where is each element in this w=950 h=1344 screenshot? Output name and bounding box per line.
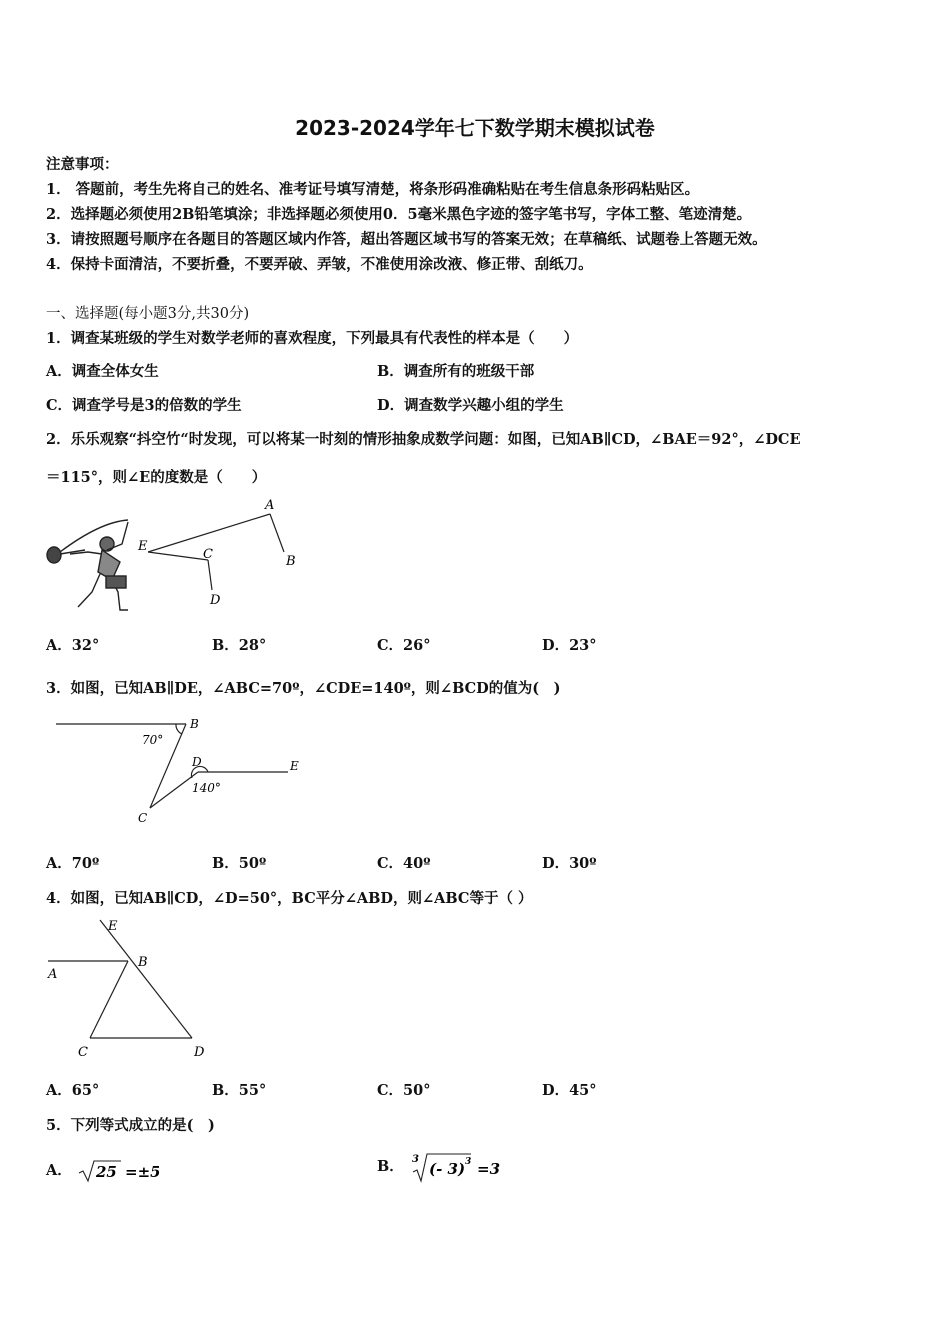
option-label: D． xyxy=(542,1082,570,1099)
q1-stem: 1．调查某班级的学生对数学老师的喜欢程度，下列最具有代表性的样本是（ ） xyxy=(46,330,579,347)
notice-item: 3．请按照题号顺序在各题目的答题区域内作答，超出答题区域书写的答案无效；在草稿纸、试题卷上答题无效。 xyxy=(46,231,767,248)
option-label: C． xyxy=(46,397,73,414)
q5-option-b[interactable] xyxy=(377,1150,519,1184)
point-label-a: A xyxy=(48,967,58,982)
q2-option-b[interactable] xyxy=(212,634,266,655)
option-label: C． xyxy=(377,855,404,872)
q1-option-d[interactable] xyxy=(377,394,564,415)
point-label-c: C xyxy=(138,811,148,825)
point-label-e: E xyxy=(138,539,148,554)
angle-arc-b xyxy=(176,724,182,734)
q3-option-c[interactable] xyxy=(377,852,430,873)
angle-label-140: 140° xyxy=(192,781,221,795)
point-label-c: C xyxy=(78,1045,88,1060)
q2-figure xyxy=(40,492,310,617)
option-label: B． xyxy=(377,363,404,380)
q4-option-d[interactable] xyxy=(542,1079,597,1100)
option-text: 调查全体女生 xyxy=(71,363,159,380)
segment-bc xyxy=(90,961,128,1038)
option-label: A． xyxy=(46,1162,72,1179)
option-text: 调查学号是3的倍数的学生 xyxy=(72,397,242,414)
q4-option-a[interactable] xyxy=(46,1079,99,1100)
notice-item: 4．保持卡面清洁，不要折叠，不要弄破、弄皱，不准使用涂改液、修正带、刮纸刀。 xyxy=(46,256,593,273)
option-label: B． xyxy=(212,1082,239,1099)
section-heading: 一、选择题(每小题3分,共30分) xyxy=(46,306,250,322)
q3-option-a[interactable] xyxy=(46,852,99,873)
q5-a-expression xyxy=(77,1158,159,1184)
option-label: D． xyxy=(377,397,405,414)
option-label: C． xyxy=(377,1082,404,1099)
option-text: 调查数学兴趣小组的学生 xyxy=(404,397,564,414)
q3-stem: 3．如图，已知AB∥DE，∠ABC=70º，∠CDE=140º，则∠BCD的值为( ) xyxy=(46,680,561,697)
line-ed xyxy=(100,920,192,1038)
option-text: 55° xyxy=(238,1082,267,1099)
q5-b-expression xyxy=(409,1150,519,1184)
option-text: 26° xyxy=(403,637,431,654)
segment-ab xyxy=(270,514,284,552)
point-label-e: E xyxy=(108,919,118,934)
notice-item: 2．选择题必须使用2B铅笔填涂；非选择题必须使用0．5毫米黑色字迹的签字笔书写，字体工整、笔迹清楚。 xyxy=(46,206,752,223)
point-label-b: B xyxy=(138,955,148,970)
q1-option-a[interactable] xyxy=(46,360,159,381)
q5-option-a[interactable] xyxy=(46,1158,159,1184)
q4-figure xyxy=(44,914,214,1064)
option-label: A． xyxy=(46,363,72,380)
point-label-b: B xyxy=(190,717,199,731)
point-label-d: D xyxy=(210,593,221,608)
q2-option-c[interactable] xyxy=(377,634,430,655)
q2-stem-line1: 2．乐乐观察“抖空竹“时发现，可以将某一时刻的情形抽象成数学问题：如图，已知AB∥CD，∠BAE＝92°，∠DCE xyxy=(46,431,801,448)
q3-figure xyxy=(50,712,310,832)
point-label-d: D xyxy=(194,1045,205,1060)
q3-option-b[interactable] xyxy=(212,852,266,873)
option-text: 50° xyxy=(403,1082,431,1099)
radicand: (- 3) xyxy=(428,1160,465,1178)
exponent: 3 xyxy=(464,1157,472,1167)
equation-rhs: =±5 xyxy=(124,1163,159,1181)
q1-option-b[interactable] xyxy=(377,360,534,381)
q4-stem: 4．如图，已知AB∥CD，∠D=50°，BC平分∠ABD，则∠ABC等于（ ） xyxy=(46,890,533,907)
q4-option-c[interactable] xyxy=(377,1079,430,1100)
option-label: D． xyxy=(542,855,570,872)
point-label-e: E xyxy=(290,759,299,773)
q2-stem-line2: ＝115°，则∠E的度数是（ ） xyxy=(46,469,267,486)
option-label: B． xyxy=(377,1158,404,1175)
option-label: A． xyxy=(46,637,72,654)
point-label-c: C xyxy=(203,547,213,562)
notice-item: 1． 答题前，考生先将自己的姓名、准考证号填写清楚，将条形码准确粘贴在考生信息条形码粘贴区。 xyxy=(46,181,700,198)
point-label-b: B xyxy=(286,554,296,569)
page-title: 2023-2024学年七下数学期末模拟试卷 xyxy=(295,116,655,140)
q4-option-b[interactable] xyxy=(212,1079,266,1100)
option-label: C． xyxy=(377,637,404,654)
point-label-a: A xyxy=(265,498,275,513)
q5-stem: 5．下列等式成立的是( ) xyxy=(46,1117,215,1134)
option-text: 调查所有的班级干部 xyxy=(403,363,535,380)
option-label: A． xyxy=(46,855,72,872)
option-text: 50º xyxy=(238,855,267,872)
radical-index: 3 xyxy=(411,1154,419,1165)
q1-option-c[interactable] xyxy=(46,394,242,415)
segment-cd xyxy=(208,560,212,590)
q3-option-d[interactable] xyxy=(542,852,597,873)
angle-label-70: 70° xyxy=(142,733,164,747)
option-text: 65° xyxy=(71,1082,100,1099)
point-label-d: D xyxy=(192,755,202,769)
q2-option-a[interactable] xyxy=(46,634,99,655)
notice-header: 注意事项： xyxy=(46,156,119,173)
option-label: B． xyxy=(212,855,239,872)
diabolo-player-illustration xyxy=(47,520,128,610)
option-label: D． xyxy=(542,637,570,654)
segment-ec xyxy=(148,552,208,560)
option-text: 28° xyxy=(238,637,267,654)
option-text: 40º xyxy=(403,855,431,872)
equation-rhs: =3 xyxy=(476,1160,500,1178)
option-text: 23° xyxy=(569,637,597,654)
option-label: B． xyxy=(212,637,239,654)
option-label: A． xyxy=(46,1082,72,1099)
radicand: 25 xyxy=(95,1163,117,1181)
option-text: 70º xyxy=(71,855,100,872)
option-text: 45° xyxy=(569,1082,597,1099)
option-text: 30º xyxy=(569,855,597,872)
option-text: 32° xyxy=(71,637,100,654)
q2-option-d[interactable] xyxy=(542,634,597,655)
